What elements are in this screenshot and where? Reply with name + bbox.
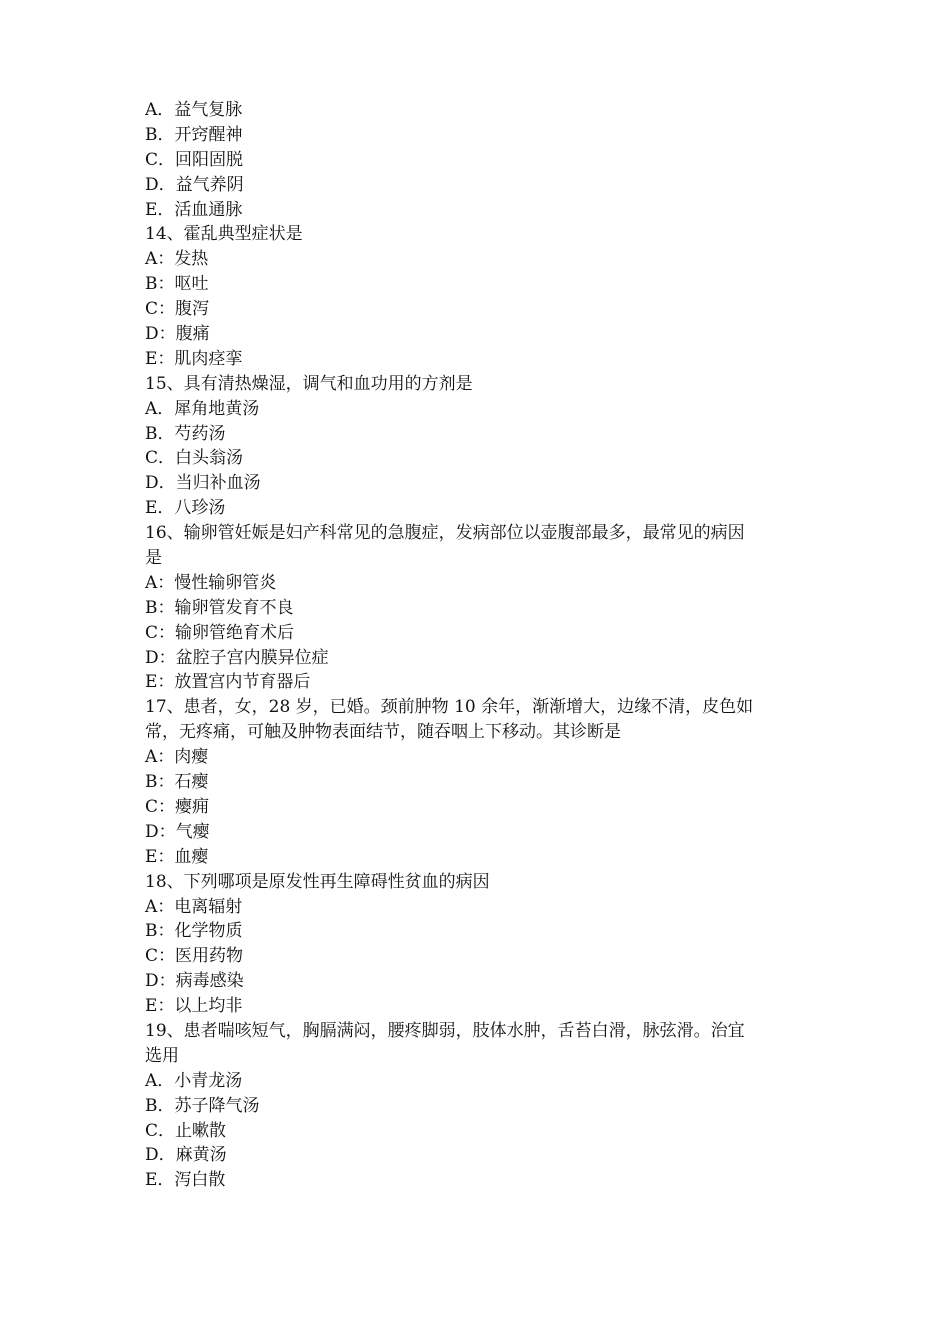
option-line: E：血瘿 [145, 846, 209, 867]
option-line: D．麻黄汤 [145, 1145, 227, 1166]
option-line: C．回阳固脱 [145, 149, 244, 170]
option-line: B．芍药汤 [145, 423, 226, 444]
option-line: A．犀角地黄汤 [145, 398, 260, 419]
question-17: 17、患者，女，28 岁，已婚。颈前肿物 10 余年，渐渐增大，边缘不清，皮色如 [145, 697, 754, 718]
option-line: D．益气养阴 [145, 174, 244, 195]
option-line: B：呕吐 [145, 274, 209, 295]
question-14: 14、霍乱典型症状是 [145, 224, 303, 245]
option-line: A：发热 [145, 249, 209, 270]
option-line: A．益气复脉 [145, 100, 243, 120]
question-16: 16、输卵管妊娠是妇产科常见的急腹症，发病部位以壶腹部最多，最常见的病因 [145, 523, 745, 544]
document-body [145, 98, 820, 1193]
option-line: C．止嗽散 [145, 1120, 227, 1141]
option-line: E．活血通脉 [145, 199, 243, 220]
option-line: A：慢性输卵管炎 [145, 572, 277, 593]
option-line: B．开窍醒神 [145, 124, 243, 145]
option-line: B．苏子降气汤 [145, 1095, 260, 1116]
option-line: B：石瘿 [145, 772, 209, 793]
question-17-continued: 常，无疼痛，可触及肿物表面结节，随吞咽上下移动。其诊断是 [145, 722, 621, 743]
option-line: E：肌肉痉挛 [145, 348, 243, 369]
option-line: A．小青龙汤 [145, 1070, 243, 1091]
option-line: C：输卵管绝育术后 [145, 622, 295, 643]
option-line: D：病毒感染 [145, 971, 244, 992]
question-16-continued: 是 [145, 548, 162, 569]
option-line: A：电离辐射 [145, 896, 243, 917]
option-line: C．白头翁汤 [145, 448, 244, 469]
option-line: D：气瘿 [145, 821, 210, 842]
option-line: D：腹痛 [145, 324, 210, 345]
option-line: D：盆腔子宫内膜异位症 [145, 647, 329, 668]
option-line: D．当归补血汤 [145, 473, 261, 494]
question-19-continued: 选用 [145, 1045, 179, 1066]
option-line: C：医用药物 [145, 946, 244, 967]
option-line: C：瘿痈 [145, 796, 210, 817]
question-19: 19、患者喘咳短气，胸膈满闷，腰疼脚弱，肢体水肿，舌苔白滑，脉弦滑。治宜 [145, 1020, 745, 1041]
option-line: E：以上均非 [145, 996, 243, 1017]
option-line: E：放置宫内节育器后 [145, 672, 311, 693]
option-line: E．泻白散 [145, 1170, 226, 1191]
option-line: B：输卵管发育不良 [145, 597, 294, 618]
option-line: B：化学物质 [145, 921, 243, 942]
option-line: E．八珍汤 [145, 498, 226, 519]
option-line: C：腹泻 [145, 299, 210, 320]
option-line: A：肉瘿 [145, 747, 209, 768]
question-18: 18、下列哪项是原发性再生障碍性贫血的病因 [145, 871, 490, 892]
question-15: 15、具有清热燥湿，调气和血功用的方剂是 [145, 373, 473, 394]
